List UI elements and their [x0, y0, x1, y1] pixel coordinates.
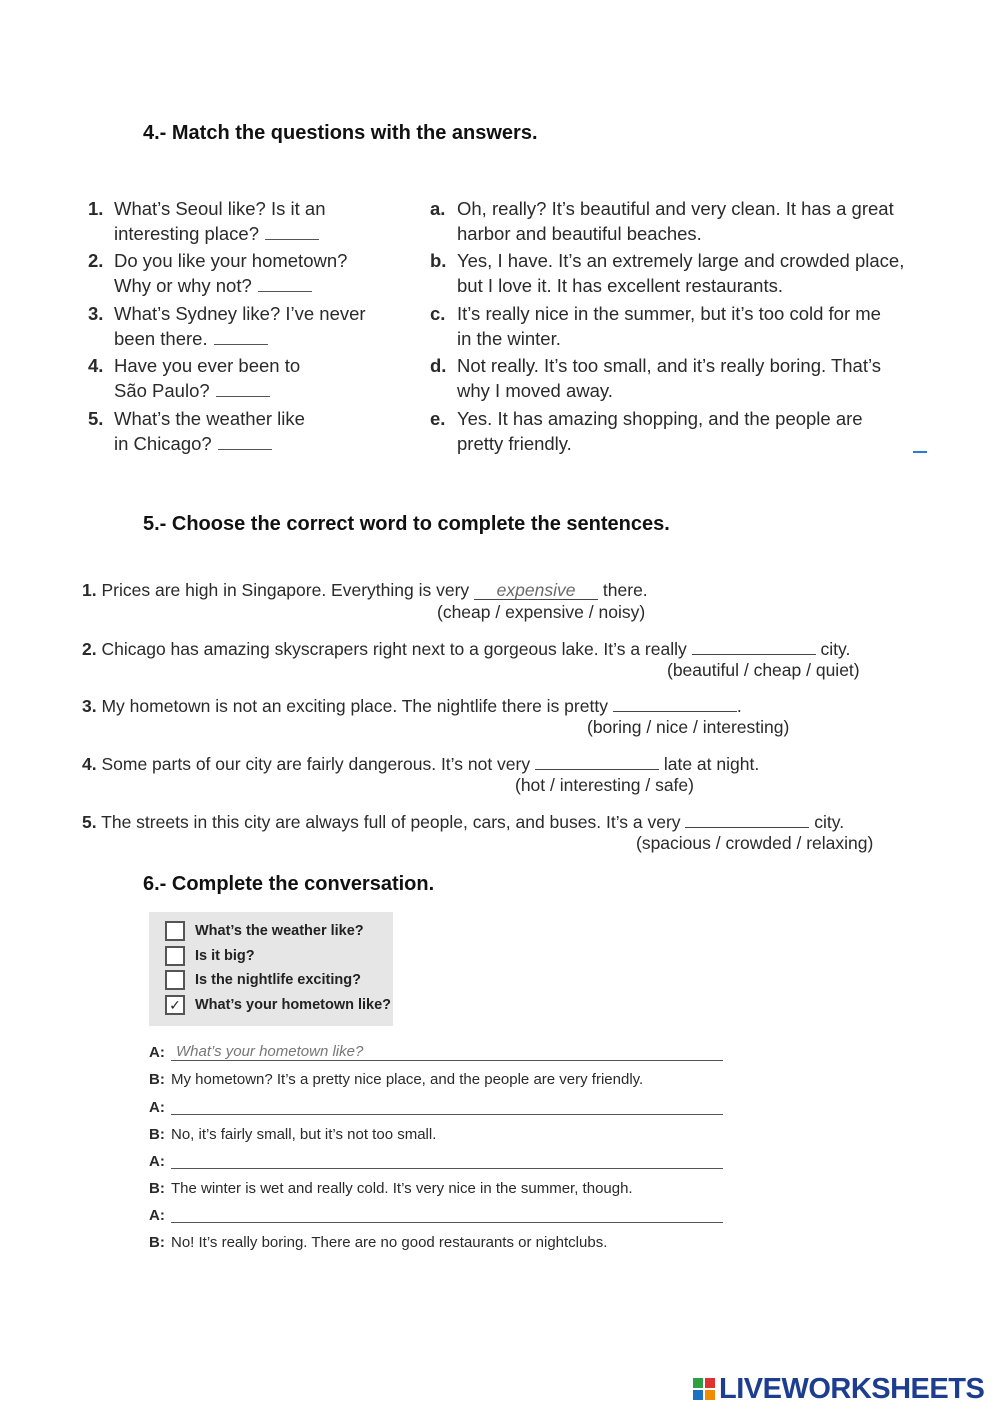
answer-blank[interactable] — [613, 695, 737, 712]
section-5-title: 5.- Choose the correct word to complete the sentences. — [143, 513, 670, 535]
sentence-number: 4. — [82, 754, 97, 774]
sentence-row — [82, 638, 850, 660]
checkbox[interactable] — [165, 946, 185, 966]
question-option[interactable] — [165, 994, 391, 1015]
answer-text: why I moved away. — [457, 380, 613, 401]
sentence-row — [82, 811, 844, 833]
answer-text: Yes, I have. It’s an extremely large and crowded place, — [457, 250, 905, 271]
dialogue-speaker: A: — [149, 1099, 165, 1116]
question-text: What’s Seoul like? Is it an — [114, 198, 326, 219]
dialogue-line: B: No, it’s fairly small, but it’s not too small. — [149, 1126, 437, 1143]
sentence-row — [82, 580, 648, 601]
sentence-text: . — [736, 696, 742, 716]
question-option[interactable] — [165, 920, 364, 941]
answer-line[interactable] — [171, 1168, 723, 1169]
word-options: (spacious / crowded / relaxing) — [636, 833, 874, 853]
question-text: interesting place? — [114, 223, 260, 244]
word-options: (cheap / expensive / noisy) — [437, 602, 646, 622]
answer-text: It’s really nice in the summer, but it’s too cold for me — [457, 303, 881, 324]
question-option-label: Is it big? — [195, 947, 255, 964]
answer-text: Oh, really? It’s beautiful and very clean. It has a great — [457, 198, 894, 219]
sentence-row — [82, 695, 742, 717]
answer-blank[interactable] — [218, 434, 272, 450]
checkbox[interactable] — [165, 970, 185, 990]
answer-blank[interactable] — [692, 638, 816, 655]
question-text: What’s the weather like — [114, 408, 305, 429]
answer-text: pretty friendly. — [457, 433, 572, 454]
checkbox[interactable] — [165, 921, 185, 941]
section-6-title: 6.- Complete the conversation. — [143, 873, 435, 895]
question-option-label: What’s your hometown like? — [195, 996, 392, 1013]
question-option[interactable] — [165, 969, 361, 990]
blue-mark — [913, 451, 927, 453]
question-text: Have you ever been to — [114, 355, 301, 376]
sentence-text: late at night. — [663, 754, 760, 774]
answer-line[interactable] — [171, 1222, 723, 1223]
sentence-text: city. — [820, 639, 851, 659]
question-option-label: Is the nightlife exciting? — [195, 971, 361, 988]
answer-blank[interactable]: expensive — [474, 581, 598, 600]
answer-line[interactable] — [171, 1114, 723, 1115]
answer-letter: a. — [430, 198, 446, 219]
dialogue-answer[interactable]: What’s your hometown like? — [176, 1043, 364, 1060]
answer-blank[interactable] — [214, 329, 268, 345]
sentence-number: 1. — [82, 580, 97, 600]
sentence-text: Chicago has amazing skyscrapers right next to a gorgeous lake. It’s a really — [101, 639, 687, 659]
answer-letter: c. — [430, 303, 446, 324]
question-text: been there. — [114, 328, 208, 349]
question-number: 5. — [88, 408, 104, 429]
dialogue-speaker: A: — [149, 1153, 165, 1170]
brand-name: LIVEWORKSHEETS — [719, 1372, 985, 1405]
answer-blank[interactable] — [535, 753, 659, 770]
sentence-text: Prices are high in Singapore. Everything is very — [101, 580, 470, 600]
question-text: in Chicago? — [114, 433, 212, 454]
question-option[interactable] — [165, 945, 255, 966]
question-text: São Paulo? — [114, 380, 210, 401]
dialogue-speaker: A: — [149, 1044, 165, 1061]
answer-text: in the winter. — [457, 328, 561, 349]
sentence-number: 5. — [82, 812, 97, 832]
section-4-title: 4.- Match the questions with the answers. — [143, 122, 538, 144]
word-options: (boring / nice / interesting) — [587, 717, 790, 737]
answer-blank[interactable] — [265, 224, 319, 240]
answer-letter: b. — [430, 250, 447, 271]
sentence-text: Some parts of our city are fairly dangerous. It’s not very — [101, 754, 531, 774]
question-options-box — [149, 912, 393, 1026]
question-number: 4. — [88, 355, 104, 376]
sentence-text: city. — [814, 812, 845, 832]
question-number: 1. — [88, 198, 104, 219]
answer-letter: d. — [430, 355, 447, 376]
answer-blank[interactable] — [685, 811, 809, 828]
dialogue-line: B: No! It’s really boring. There are no good restaurants or nightclubs. — [149, 1234, 608, 1251]
answer-text: but I love it. It has excellent restaurants. — [457, 275, 783, 296]
answer-blank[interactable] — [216, 381, 270, 397]
question-number: 3. — [88, 303, 104, 324]
word-options: (hot / interesting / safe) — [515, 775, 694, 795]
dialogue-line: B: My hometown? It’s a pretty nice place, and the people are very friendly. — [149, 1071, 644, 1088]
answer-text: Yes. It has amazing shopping, and the people are — [457, 408, 863, 429]
answer-blank[interactable] — [258, 276, 312, 292]
word-options: (beautiful / cheap / quiet) — [667, 660, 860, 680]
sentence-text: My hometown is not an exciting place. The nightlife there is pretty — [101, 696, 608, 716]
logo-blocks-icon — [693, 1378, 715, 1400]
sentence-text: there. — [602, 580, 648, 600]
question-text: Do you like your hometown? — [114, 250, 348, 271]
liveworksheets-logo — [693, 1374, 984, 1404]
sentence-row — [82, 753, 759, 775]
answer-letter: e. — [430, 408, 446, 429]
answer-text: Not really. It’s too small, and it’s really boring. That’s — [457, 355, 881, 376]
question-text: What’s Sydney like? I’ve never — [114, 303, 366, 324]
question-number: 2. — [88, 250, 104, 271]
sentence-number: 2. — [82, 639, 97, 659]
question-text: Why or why not? — [114, 275, 252, 296]
answer-text: harbor and beautiful beaches. — [457, 223, 702, 244]
answer-line[interactable] — [171, 1060, 723, 1061]
checkbox[interactable]: ✓ — [165, 995, 185, 1015]
dialogue-speaker: A: — [149, 1207, 165, 1224]
sentence-number: 3. — [82, 696, 97, 716]
sentence-text: The streets in this city are always full of people, cars, and buses. It’s a very — [101, 812, 681, 832]
question-option-label: What’s the weather like? — [195, 922, 364, 939]
dialogue-line: B: The winter is wet and really cold. It’s very nice in the summer, though. — [149, 1180, 633, 1197]
